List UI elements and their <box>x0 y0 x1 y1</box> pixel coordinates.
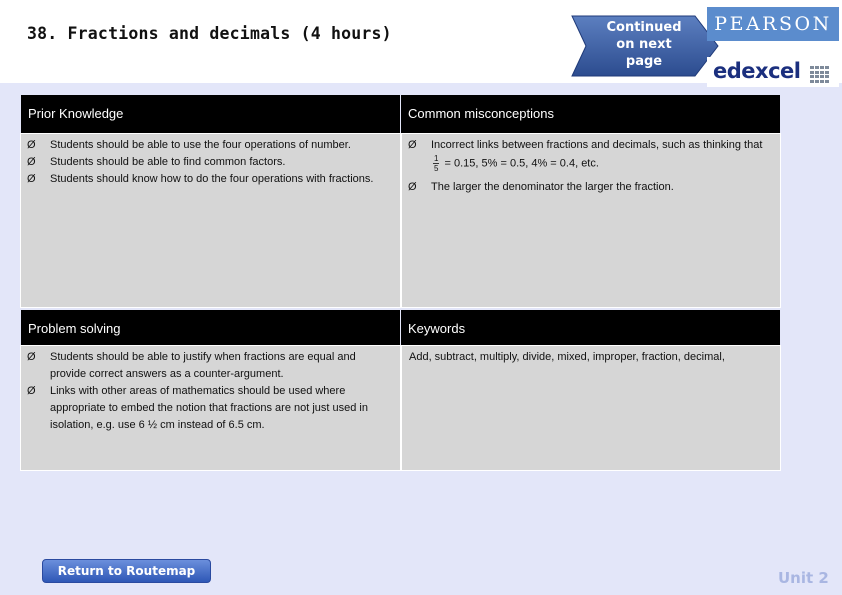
prior-knowledge-heading: Prior Knowledge <box>21 95 400 133</box>
list-item <box>27 171 392 188</box>
keywords-text: Add, subtract, multiply, divide, mixed, improper, fraction, decimal, <box>409 351 725 363</box>
bullet-arrow-icon: Ø <box>27 156 36 168</box>
fraction-one-fifth <box>433 154 439 173</box>
bullet-arrow-icon: Ø <box>27 385 36 397</box>
pearson-logo: PEARSON <box>707 7 839 41</box>
unit-label: Unit 2 <box>778 569 829 587</box>
bullet-arrow-icon: Ø <box>27 173 36 185</box>
keywords-heading: Keywords <box>401 310 780 348</box>
continued-next-page-button[interactable] <box>570 15 720 77</box>
continued-label <box>598 19 690 70</box>
list-item-text: Students should be able to use the four operations of number. <box>50 139 351 151</box>
continued-line-3: page <box>625 54 663 69</box>
edexcel-wordmark: edexcel <box>713 59 801 83</box>
list-item <box>408 137 772 173</box>
prior-knowledge-list <box>21 134 400 188</box>
list-item <box>408 179 772 196</box>
continued-line-1: Continued <box>606 20 682 35</box>
continued-line-2: on next <box>616 37 672 52</box>
problem-solving-heading: Problem solving <box>21 310 400 348</box>
fraction-numerator: 1 <box>434 154 439 163</box>
list-item-text: The larger the denominator the larger the fraction. <box>431 181 674 193</box>
edexcel-logo <box>707 57 839 87</box>
list-item-text: Students should know how to do the four operations with fractions. <box>50 173 374 185</box>
bullet-arrow-icon: Ø <box>27 351 36 363</box>
page-title: 38. Fractions and decimals (4 hours) <box>27 24 392 43</box>
list-item-text: Incorrect links between fractions and decimals, such as thinking that <box>431 139 763 151</box>
list-item-text: Students should be able to find common factors. <box>50 156 286 168</box>
list-item <box>27 154 392 171</box>
problem-solving-cell <box>20 345 401 471</box>
list-item-text: Links with other areas of mathematics should be used where appropriate to embed the notion that fractions are not just used in isolation, e.g. use 6 ½ cm instead of 6.5 cm. <box>50 385 368 431</box>
list-item <box>27 383 392 434</box>
list-item-text: Students should be able to justify when fractions are equal and provide correct answers as a counter-argument. <box>50 351 356 380</box>
misconceptions-list <box>402 134 780 196</box>
bullet-arrow-icon: Ø <box>408 139 417 151</box>
misconceptions-heading: Common misconceptions <box>401 95 780 133</box>
list-item <box>27 349 392 383</box>
bullet-arrow-icon: Ø <box>27 139 36 151</box>
bullet-arrow-icon: Ø <box>408 181 417 193</box>
return-to-routemap-button[interactable]: Return to Routemap <box>42 559 211 583</box>
misconceptions-cell <box>401 133 781 308</box>
edexcel-grid-icon <box>810 66 830 83</box>
problem-solving-list <box>21 346 400 434</box>
keywords-cell <box>401 345 781 471</box>
list-item-text-continued: = 0.15, 5% = 0.5, 4% = 0.4, etc. <box>444 157 599 170</box>
prior-knowledge-cell <box>20 133 401 308</box>
fraction-denominator: 5 <box>434 164 439 173</box>
list-item <box>27 137 392 154</box>
